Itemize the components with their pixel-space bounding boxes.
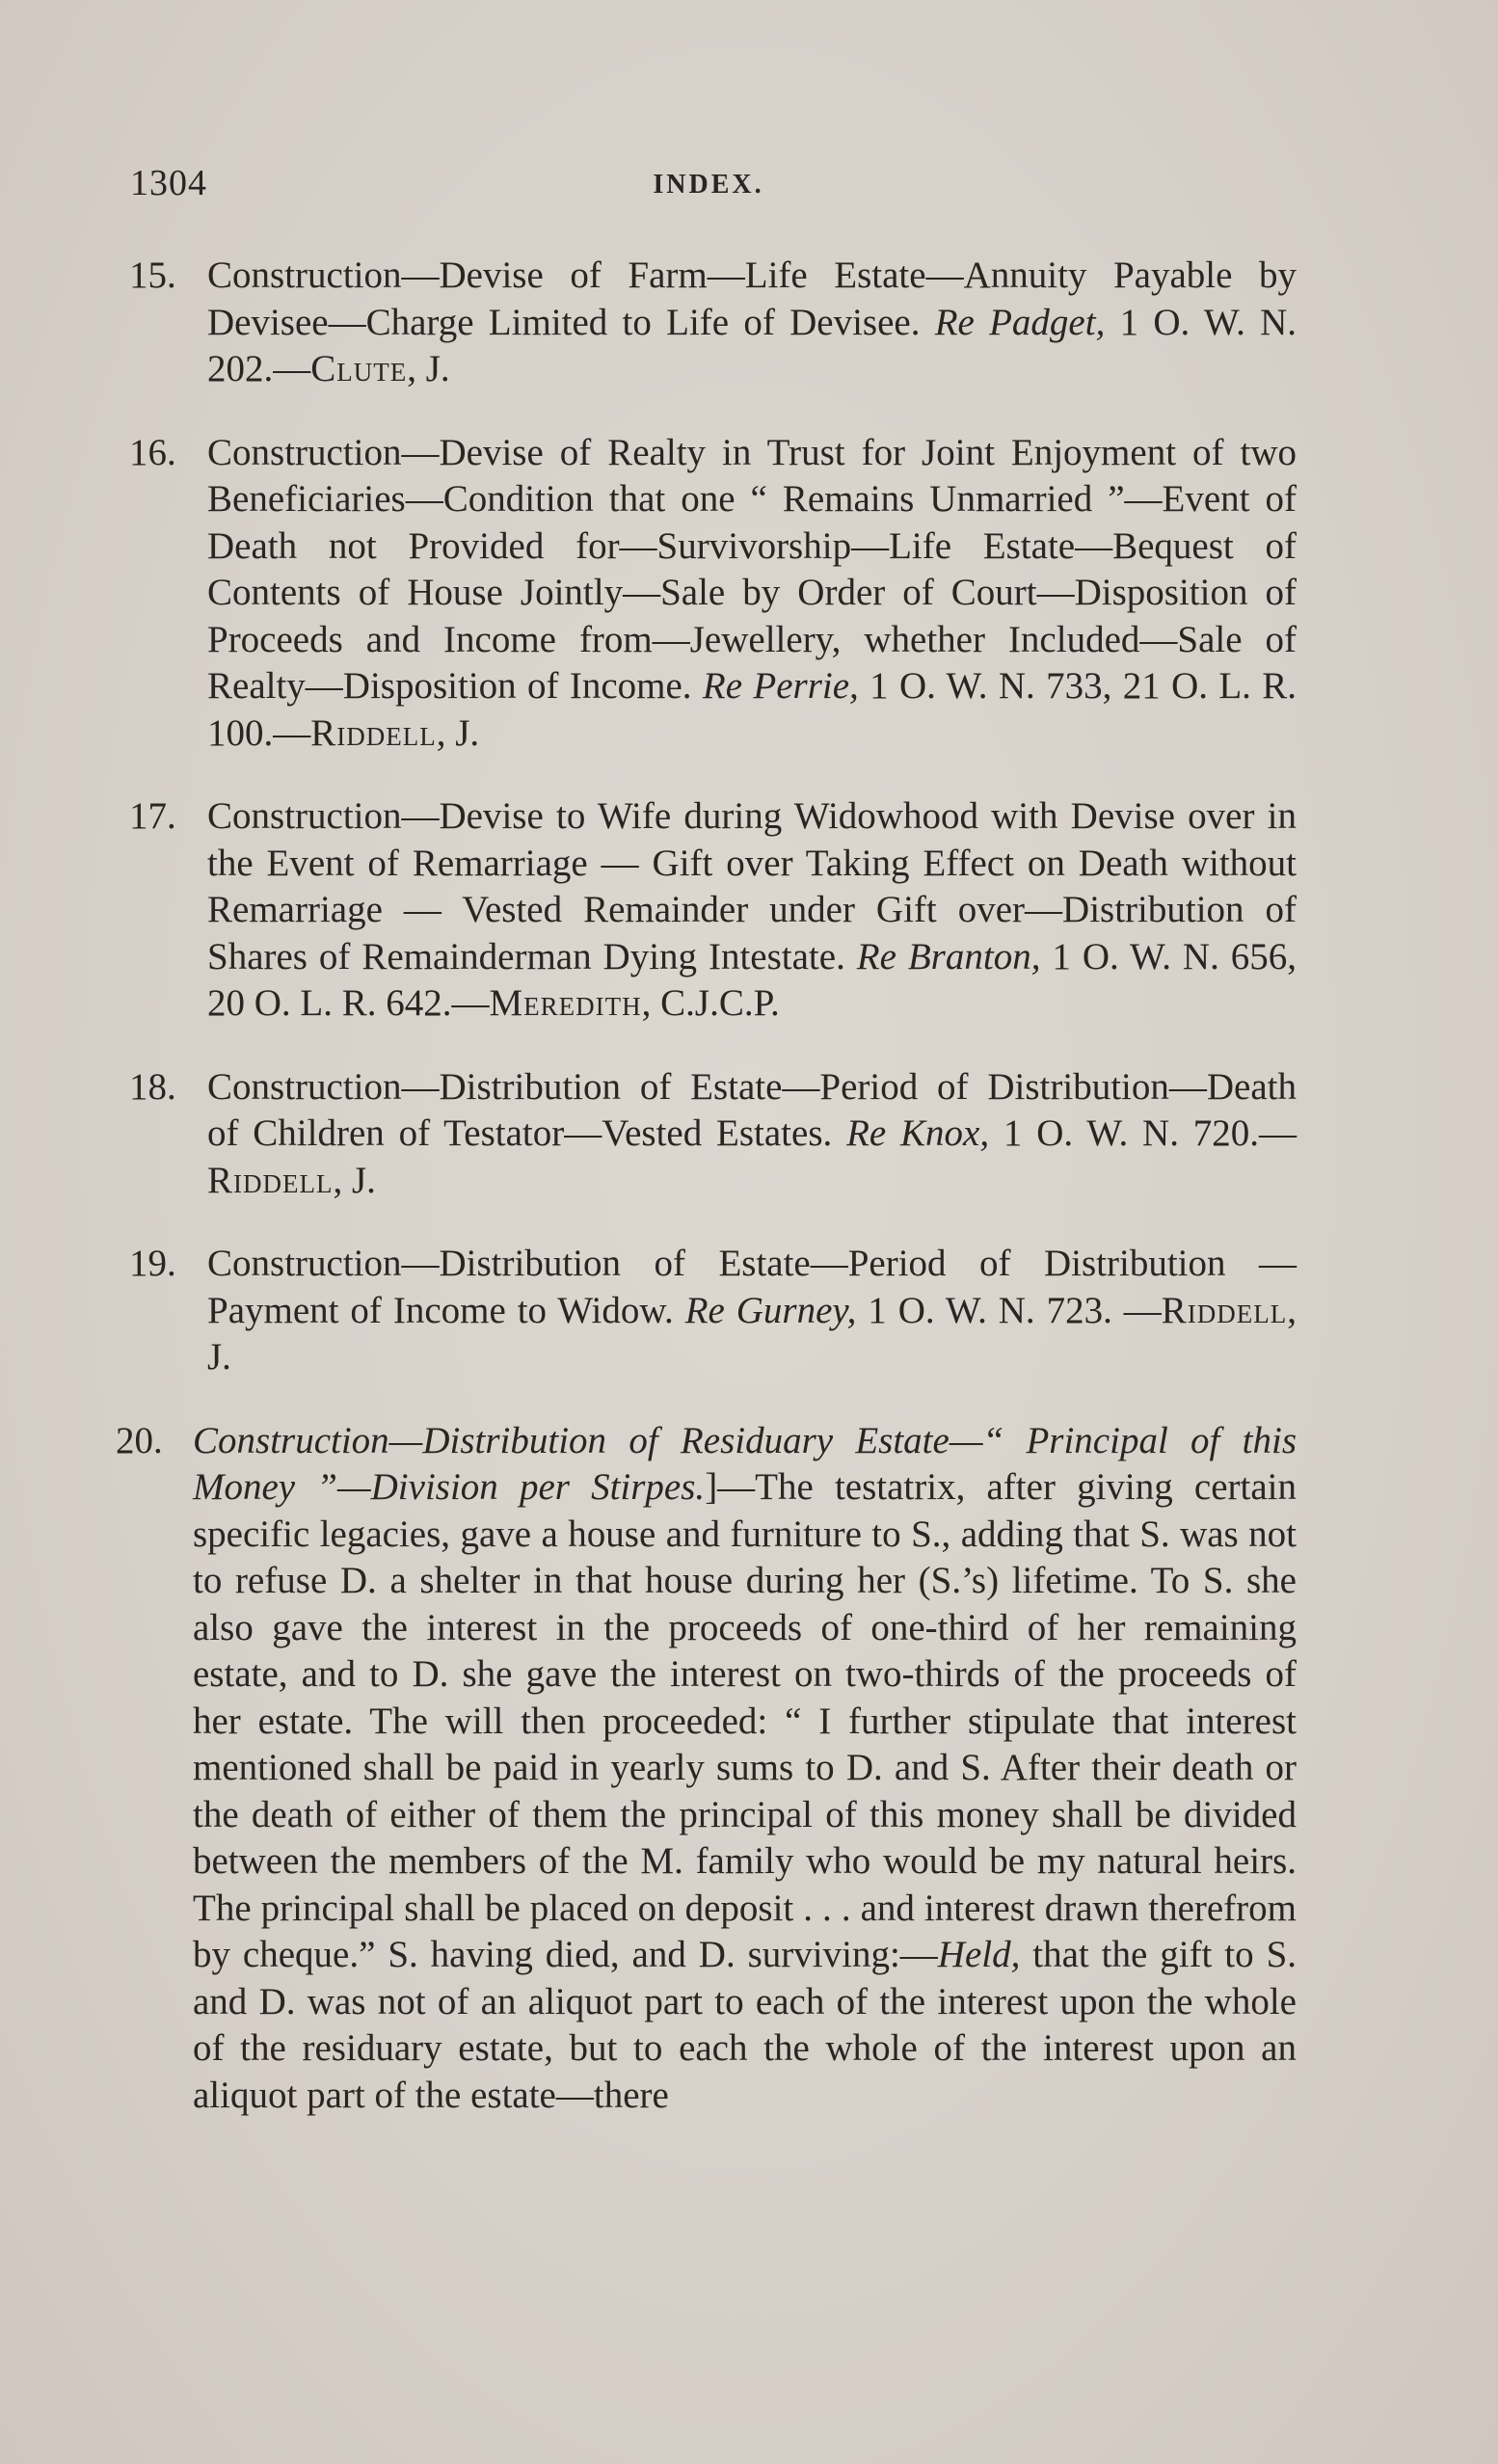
entry-headnote: Construction—Distribution of Residuary Estate—“ Principal of this Money ”—Division per Stirpes. xyxy=(193,1419,1297,1508)
case-name: Re Padget, xyxy=(934,301,1106,343)
case-name: Re Perrie, xyxy=(702,665,859,707)
case-name: Re Branton, xyxy=(856,935,1041,978)
entry-body: ]—The testatrix, after giving certain specific legacies, gave a house and furniture to S., adding that S. was not to refuse D. a shelter in that house during her (S.’s) lifetime. To S. she also gave the interest in the proceeds of one-third of her remaining estate, and to D. she gave the interest on two-thirds of the proceeds of her estate. The will then proceeded: “ I further stipulate that interest mentioned shall be paid in yearly sums to D. and S. After their death or the death of either of them the principal of this money shall be divided between the members of the M. family who would be my natural heirs. The principal shall be placed on deposit . . . and interest drawn therefrom by cheque.” S. having died, and D. surviving:— xyxy=(193,1466,1297,1975)
index-entries xyxy=(116,253,1297,2156)
citation: 1 O. W. N. 723. — xyxy=(868,1289,1162,1331)
index-entry-17 xyxy=(116,793,1297,1028)
citation: 1 O. W. N. 720.— xyxy=(1003,1112,1297,1154)
index-entry-18 xyxy=(116,1064,1297,1205)
index-entry-19 xyxy=(116,1241,1297,1381)
entry-number: 15. xyxy=(129,254,176,296)
case-name: Re Gurney, xyxy=(684,1289,857,1331)
citation: 1 O. W. N. 202.— xyxy=(207,301,1297,389)
judge-name: Riddell xyxy=(207,1159,334,1201)
index-entry-20 xyxy=(116,1418,1297,2120)
index-entry-15 xyxy=(116,253,1297,393)
held-text: that the gift to S. and D. was not of an aliquot part to each of the interest upon the whole of the residuary estate, but to each the whole of the interest upon an aliquot part of the estate—there xyxy=(193,1934,1297,2116)
case-name: Re Knox, xyxy=(846,1112,990,1154)
entry-number: 20. xyxy=(116,1419,163,1461)
running-head: INDEX. xyxy=(653,170,764,200)
judge-suffix: , J. xyxy=(207,1289,1297,1378)
citation: 1 O. W. N. 656, 20 O. L. R. 642.— xyxy=(207,935,1297,1024)
entry-number: 16. xyxy=(129,431,176,473)
citation: 1 O. W. N. 733, 21 O. L. R. 100.— xyxy=(207,665,1297,754)
index-entry-16 xyxy=(116,430,1297,758)
entry-number: 19. xyxy=(129,1243,176,1284)
held-label: Held, xyxy=(937,1934,1021,1975)
entry-text: Construction—Distribution of Estate—Period of Distribution —Payment of Income to Widow. xyxy=(207,1243,1297,1331)
judge-name: Meredith xyxy=(489,982,642,1024)
judge-suffix: , J. xyxy=(407,348,450,389)
page-header xyxy=(130,162,1287,210)
entry-number: 18. xyxy=(129,1065,176,1108)
judge-name: Clute xyxy=(310,348,408,389)
entry-text: Construction—Devise of Farm—Life Estate—Annuity Payable by Devisee—Charge Limited to Life of Devisee. xyxy=(207,254,1297,343)
judge-suffix: , C.J.C.P. xyxy=(641,982,780,1024)
judge-suffix: , J. xyxy=(333,1159,376,1201)
entry-number: 17. xyxy=(129,795,176,837)
entry-text: Construction—Devise to Wife during Widowhood with Devise over in the Event of Remarriage — Gift over Taking Effect on Death without Remarriage — Vested Remainder under Gift over—Distribution of Shares of Remainderman Dying Intestate. xyxy=(207,795,1297,978)
entry-text: Construction—Devise of Realty in Trust for Joint Enjoyment of two Beneficiaries—Condition that one “ Remains Unmarried ”—Event of Death not Provided for—Survivorship—Life Estate—Bequest of Contents of House Jointly—Sale by Order of Court—Disposition of Proceeds and Income from—Jewellery, whether Included—Sale of Realty—Disposition of Income. xyxy=(207,431,1297,707)
judge-name: Riddell xyxy=(1161,1289,1288,1331)
entry-text: Construction—Distribution of Estate—Period of Distribution—Death of Children of Testator—Vested Estates. xyxy=(207,1065,1297,1154)
judge-suffix: , J. xyxy=(436,711,480,754)
judge-name: Riddell xyxy=(310,711,437,754)
page-number: 1304 xyxy=(130,163,207,203)
